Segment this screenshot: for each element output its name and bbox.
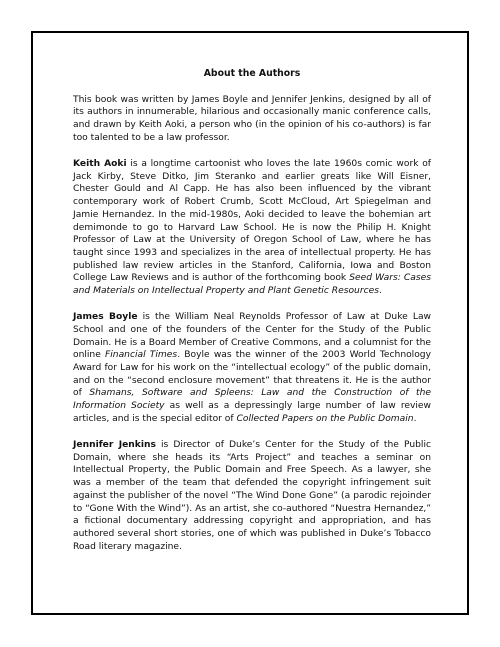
boyle-book-title: Shamans, Software and Spleens: Law and the Construction of the Information Society [73, 388, 431, 412]
boyle-text-3: as well as a depressingly large number of law review articles, and is the special editor of [73, 401, 431, 424]
boyle-paragraph [73, 311, 431, 425]
boyle-text-1: is the William Neal Reynolds Professor of Law at Duke Law School and one of the founders of the Center for the Study of the Public Domain. He is a Board Member of Creative Commons, and a columnist for the online [73, 312, 431, 361]
jenkins-text-1: is Director of Duke’s Center for the Study of the Public Domain, where she heads its “Arts Project” and teaches a seminar on Intellectual Property, the Public Domain and Free Speech. As a lawyer, she was a member of the team that defended the copyright infringement suit against the publisher of the novel “The Wind Done Gone” (a parodic rejoinder to “Gone With the Wind”). As an artist, she co-authored “Nuestra Hernandez,” a fictional documentary addressing copyright and appropriation, and has authored several short stories, one of which was published in Duke’s Tobacco Road literary magazine. [73, 440, 431, 552]
aoki-book-title: Seed Wars: Cases and Materials on Intellectual Property and Plant Genetic Resources [73, 273, 432, 297]
aoki-text-2: . [378, 286, 382, 297]
intro-text: This book was written by James Boyle and Jennifer Jenkins, designed by all of its authors in innumerable, hilarious and occasionally manic conference calls, and drawn by Keith Aoki, a person who (in the opinion of his co-authors) is far too talented to be a law professor. [73, 94, 431, 143]
jenkins-paragraph [73, 439, 431, 553]
boyle-text-4: . [413, 413, 417, 424]
aoki-name: Keith Aoki [73, 159, 127, 170]
section-title: About the Authors [203, 68, 301, 79]
about-authors-content [73, 68, 431, 567]
intro-paragraph [73, 94, 431, 145]
boyle-name: James Boyle [73, 312, 138, 323]
jenkins-name: Jennifer Jenkins [73, 440, 156, 451]
aoki-text-1: is a longtime cartoonist who loves the late 1960s comic work of Jack Kirby, Steve Ditko, Jim Steranko and earlier greats like Will Eisner, Chester Gould and Al Capp. He has also been influenced by the vibrant contemporary work of Robert Crumb, Scott McCloud, Art Spiegelman and Jamie Hernandez. In the mid-1980s, Aoki decided to leave the bohemian art demimonde to go to Harvard Law School. He is now the Philip H. Knight Professor of Law at the University of Oregon School of Law, where he has taught since 1993 and specializes in the area of intellectual property. He has published law review articles in the Stanford, California, Iowa and Boston College Law Reviews and is author of the forthcoming book [73, 159, 432, 284]
aoki-paragraph [73, 158, 431, 298]
boyle-papers-title: Collected Papers on the Public Domain [236, 413, 414, 424]
boyle-ft-title: Financial Times [105, 350, 178, 361]
boyle-text-2: . Boyle was the winner of the 2003 World Technology Award for Law for his work on the “intellectual ecology” of the public domain, and on the “second enclosure movement” that threatens it. He is the author of [73, 350, 431, 399]
